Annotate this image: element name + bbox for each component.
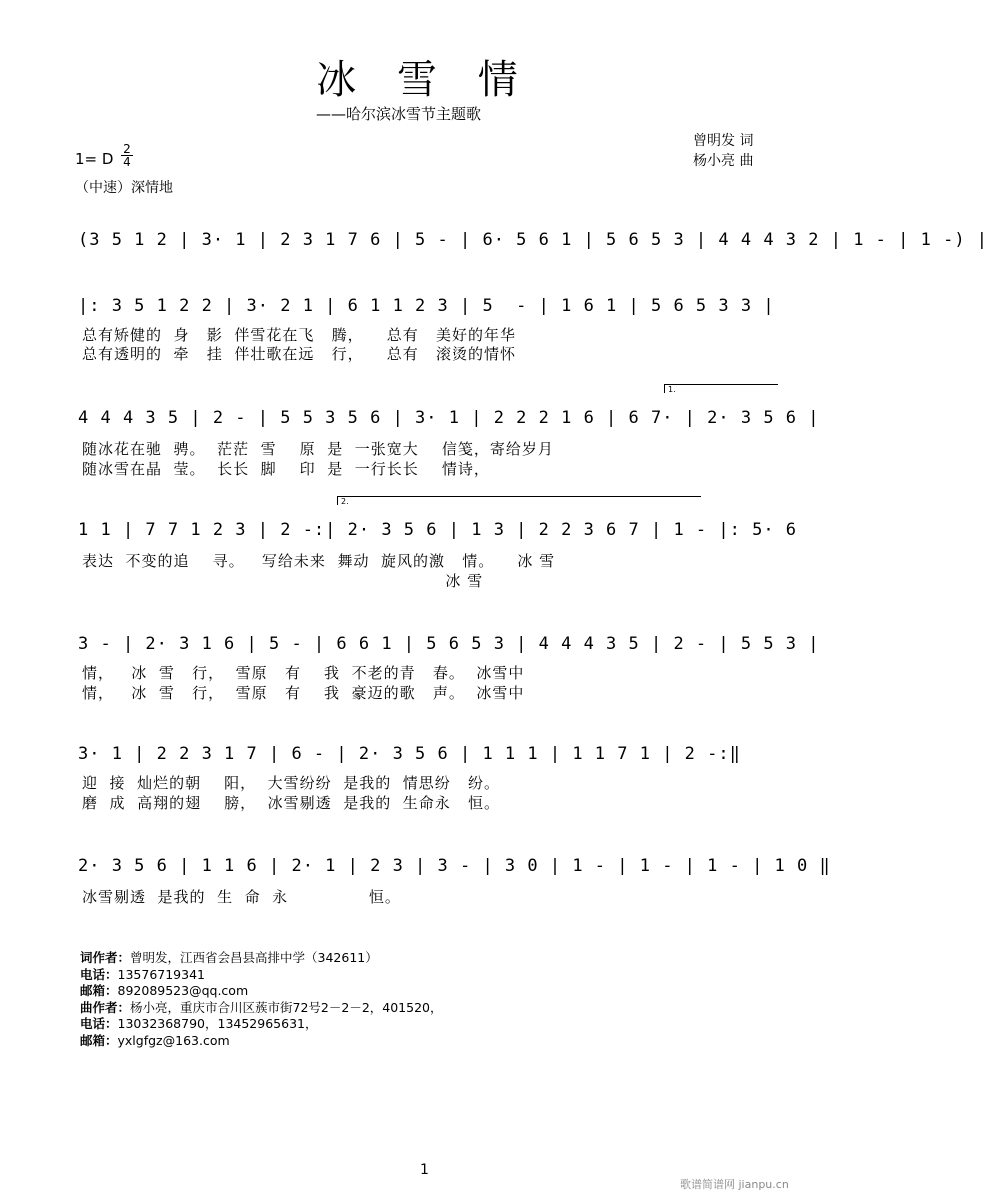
footer-value: 13576719341 (117, 966, 205, 982)
time-signature-top: 2 (123, 142, 131, 156)
time-signature (121, 143, 133, 168)
time-signature-bottom: 4 (121, 155, 133, 168)
staff-notes: 3· 1 | 2 2 3 1 7 | 6 - | 2· 3 5 6 | 1 1 1 | 1 1 7 1 | 2 -:‖ (78, 744, 741, 764)
staff-notes: 2· 3 5 6 | 1 1 6 | 2· 1 | 2 3 | 3 - | 3 0 | 1 - | 1 - | 1 - | 1 0 ‖ (78, 856, 831, 876)
footer-line (80, 967, 443, 984)
staff-notes: 4 4 4 3 5 | 2 - | 5 5 3 5 6 | 3· 1 | 2 2 2 1 6 | 6 7· | 2· 3 5 6 | (78, 408, 820, 428)
footer-value: 892089523@qq.com (117, 983, 249, 998)
footer-value: 13032368790，13452965631， (117, 1016, 318, 1031)
lyricist-credit: 曾明发 词 (693, 133, 754, 149)
footer-value: yxlgfgz@163.com (117, 1032, 230, 1048)
footer-line (80, 1033, 443, 1050)
song-title: 冰 雪 情 (316, 57, 532, 103)
staff-notes: 3 - | 2· 3 1 6 | 5 - | 6 6 1 | 5 6 5 3 | 4 4 4 3 5 | 2 - | 5 5 3 | (78, 634, 820, 654)
lyric-verse-2: 磨 成 高翔的翅 膀， 冰雪剔透 是我的 生命永 恒。 (82, 794, 501, 812)
staff-notes: 1 1 | 7 7 1 2 3 | 2 -:| 2· 3 5 6 | 1 3 | 2 2 3 6 7 | 1 - |: 5· 6 (78, 520, 798, 540)
lyric-verse-1: 情， 冰 雪 行， 雪原 有 我 不老的青 春。 冰雪中 (82, 664, 525, 682)
watermark: 歌谱简谱网 jianpu.cn (680, 1178, 789, 1191)
lyric-verse-2: 情， 冰 雪 行， 雪原 有 我 豪迈的歌 声。 冰雪中 (82, 684, 525, 702)
footer-line (80, 950, 443, 967)
composer-credit: 杨小亮 曲 (693, 153, 754, 169)
page-number: 1 (420, 1162, 429, 1178)
footer-label: 邮箱： (80, 1032, 118, 1048)
staff-notes: (3 5 1 2 | 3· 1 | 2 3 1 7 6 | 5 - | 6· 5 6 1 | 5 6 5 3 | 4 4 4 3 2 | 1 - | 1 -) | (78, 230, 988, 250)
song-subtitle: ——哈尔滨冰雪节主题歌 (316, 105, 482, 123)
footer-line (80, 1016, 443, 1033)
footer-value: 杨小亮，重庆市合川区蔟市街72号2－2－2，401520， (130, 999, 443, 1015)
lyric-verse-1: 冰雪剔透 是我的 生 命 永 恒。 (82, 888, 401, 906)
footer-line (80, 1000, 443, 1017)
footer-label: 电话： (80, 1016, 118, 1031)
volta-first-ending: 1. (664, 384, 778, 393)
footer-label: 电话： (80, 966, 118, 982)
lyric-verse-2: 随冰雪在晶 莹。 长长 脚 印 是 一行长长 情诗， (82, 460, 490, 478)
staff-notes: |: 3 5 1 2 2 | 3· 2 1 | 6 1 1 2 3 | 5 - | 1 6 1 | 5 6 5 3 3 | (78, 296, 775, 316)
lyric-verse-2: 冰 雪 (82, 572, 484, 590)
footer-label: 曲作者： (80, 999, 131, 1015)
key-signature: 1= D (75, 150, 114, 168)
lyric-verse-2: 总有透明的 牵 挂 伴壮歌在远 行， 总有 滚烫的情怀 (82, 345, 517, 363)
footer-value: 曾明发，江西省会昌县高排中学（342611） (130, 950, 378, 965)
footer-line (80, 983, 443, 1000)
lyric-verse-1: 总有矫健的 身 影 伴雪花在飞 腾， 总有 美好的年华 (82, 326, 517, 344)
footer-label: 词作者： (80, 950, 131, 965)
volta-second-ending: 2. (337, 496, 701, 505)
lyric-verse-1: 表达 不变的追 寻。 写给未来 舞动 旋风的激 情。 冰 雪 (82, 552, 556, 570)
footer-label: 邮箱： (80, 983, 118, 998)
lyric-verse-1: 迎 接 灿烂的朝 阳， 大雪纷纷 是我的 情思纷 纷。 (82, 774, 501, 792)
lyric-verse-1: 随冰花在驰 骋。 茫茫 雪 原 是 一张宽大 信笺，寄给岁月 (82, 440, 554, 458)
footer-contact (80, 950, 443, 1049)
tempo-marking: （中速）深情地 (75, 180, 173, 196)
